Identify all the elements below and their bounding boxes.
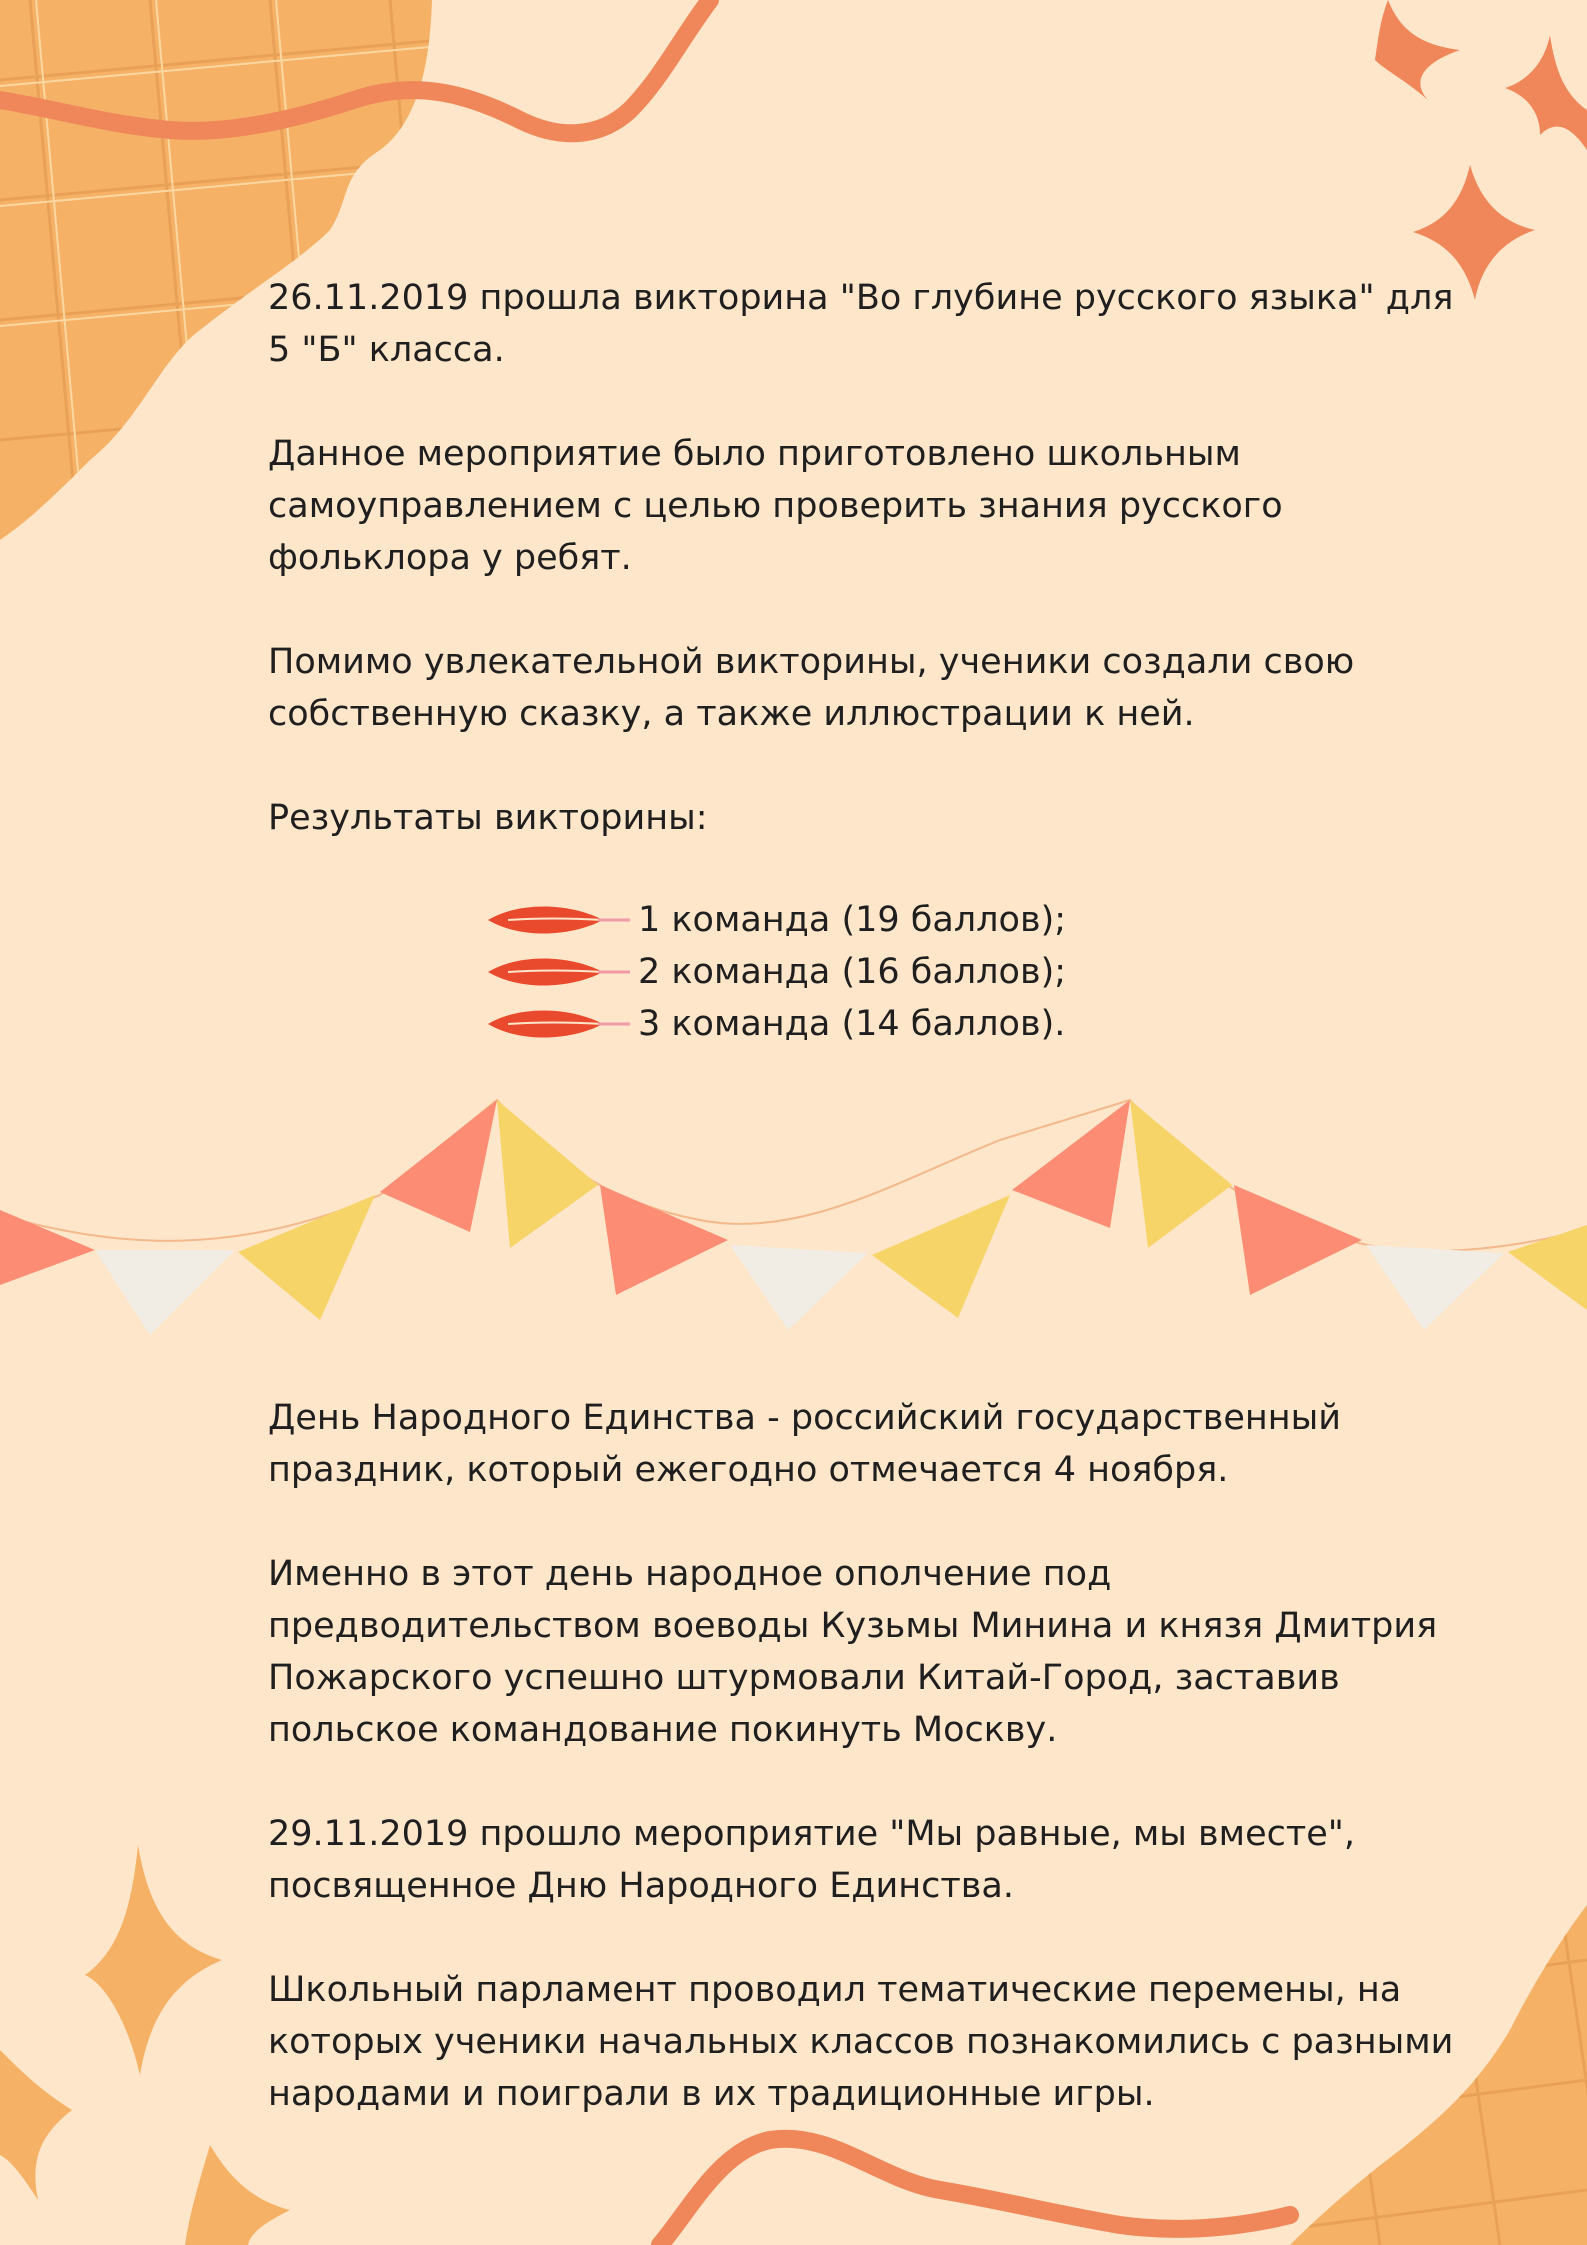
rope-bottom (660, 2139, 1290, 2245)
star-bottom-left-1 (85, 1845, 222, 2075)
result-text: 2 команда (16 баллов); (638, 952, 1067, 992)
star-bottom-left-3 (185, 2145, 290, 2245)
star-top-right-2 (1505, 35, 1587, 150)
quiz-purpose: Данное мероприятие было приготовлено школьным самоуправлением с целью проверить знания русского фольклора у ребят. (268, 434, 1283, 578)
leaf-bullet-icon (488, 1004, 630, 1044)
result-text: 3 команда (14 баллов). (638, 1004, 1066, 1044)
star-bottom-left-2 (0, 2050, 72, 2200)
quiz-intro: 26.11.2019 прошла викторина "Во глубине русского языка" для 5 "Б" класса. (268, 278, 1454, 370)
list-item (488, 946, 1066, 998)
quiz-section (268, 272, 1468, 844)
quiz-extra: Помимо увлекательной викторины, ученики создали свою собственную сказку, а также иллюстрации к ней. (268, 642, 1355, 734)
bunting-garland (0, 1100, 1587, 1335)
unity-history: Именно в этот день народное ополчение под предводительством воеводы Кузьмы Минина и князя Дмитрия Пожарского успешно штурмовали Китай-Город, заставив польское командование покинуть Москву. (268, 1554, 1438, 1750)
unity-event: 29.11.2019 прошло мероприятие "Мы равные, мы вместе", посвященное Дню Народного Единства. (268, 1814, 1355, 1906)
leaf-bullet-icon (488, 952, 630, 992)
list-item (488, 998, 1065, 1050)
unity-day-section (268, 1392, 1468, 2120)
list-item (488, 894, 1066, 946)
leaf-bullet-icon (488, 900, 630, 940)
result-text: 1 команда (19 баллов); (638, 900, 1067, 940)
unity-activities: Школьный парламент проводил тематические перемены, на которых ученики начальных классов познакомились с разными народами и поиграли в их традиционные игры. (268, 1970, 1454, 2114)
results-heading: Результаты викторины: (268, 798, 708, 838)
unity-definition: День Народного Единства - российский государственный праздник, который ежегодно отмечается 4 ноября. (268, 1398, 1342, 1490)
star-top-right-1 (1375, 0, 1460, 100)
